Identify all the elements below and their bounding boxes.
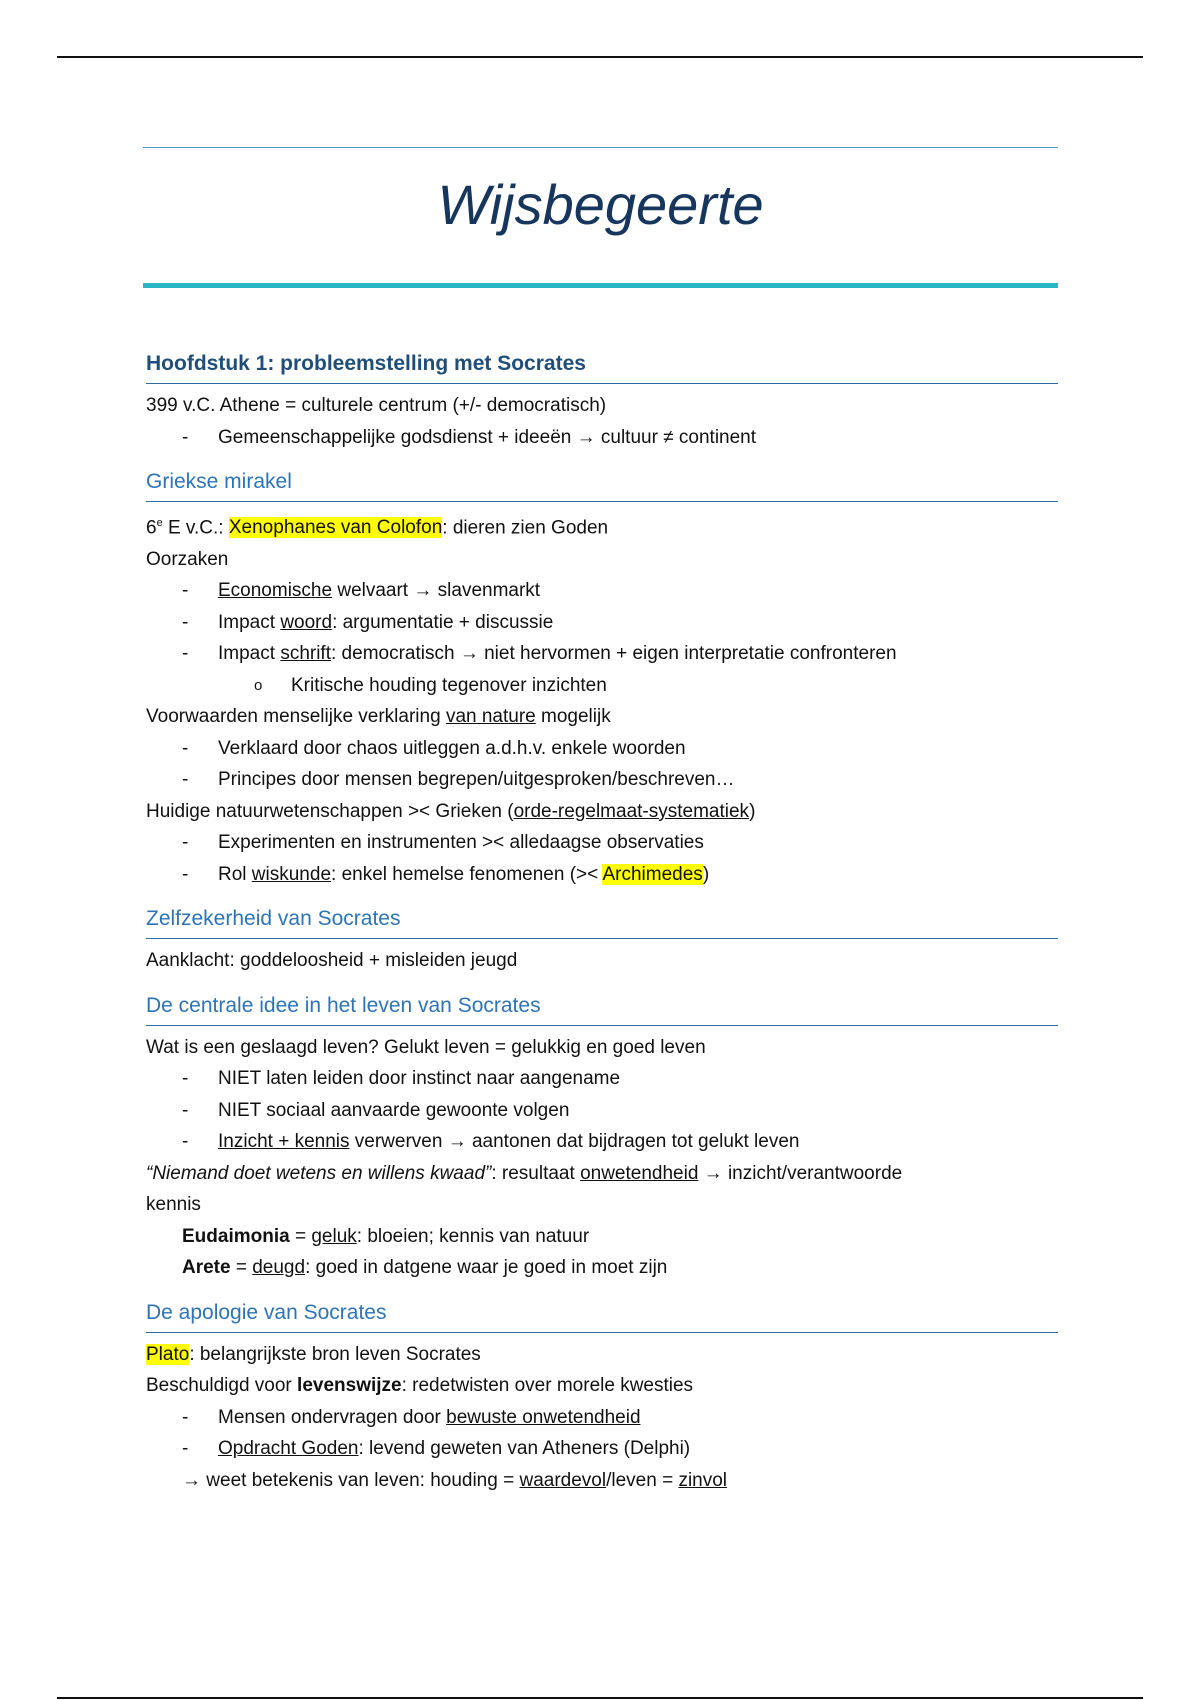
highlight: Plato <box>146 1343 190 1365</box>
list-item: - NIET laten leiden door instinct naar aangename <box>182 1068 621 1090</box>
text-line: kennis <box>146 1194 201 1216</box>
text-line: Voorwaarden menselijke verklaring van nature mogelijk <box>146 706 611 728</box>
section-heading-centrale-idee: De centrale idee in het leven van Socrates <box>146 989 1058 1026</box>
list-item: - Gemeenschappelijke godsdienst + ideeën → cultuur ≠ continent <box>146 422 1058 454</box>
section-heading-griekse-mirakel: Griekse mirakel <box>146 465 1058 502</box>
highlight: Archimedes <box>602 863 703 885</box>
intro-line: 399 v.C. Athene = culturele centrum (+/- democratisch) <box>146 395 607 416</box>
list-item: - Mensen ondervragen door bewuste onwetendheid <box>182 1406 641 1428</box>
title-top-rule <box>143 147 1058 148</box>
arrow-icon: → <box>459 643 479 665</box>
text-line: Oorzaken <box>146 548 229 570</box>
chapter-heading: Hoofdstuk 1: probleemstelling met Socrates <box>146 347 1058 384</box>
list-item: - Impact schrift: democratisch → niet hervormen + eigen interpretatie confronteren <box>182 643 897 665</box>
text-line: Beschuldigd voor levenswijze: redetwisten over morele kwesties <box>146 1375 694 1397</box>
list-item: - Economische welvaart → slavenmarkt <box>182 580 541 602</box>
text-line: 6e E v.C.: Xenophanes van Colofon: dieren zien Goden <box>146 517 609 539</box>
list-item: - Rol wiskunde: enkel hemelse fenomenen (>< Archimedes) <box>182 863 710 885</box>
definition-line: Eudaimonia = geluk: bloeien; kennis van natuur <box>182 1225 590 1247</box>
list-item: - Impact woord: argumentatie + discussie <box>182 611 554 633</box>
arrow-icon: → <box>703 1162 723 1184</box>
text-line: “Niemand doet wetens en willens kwaad”: resultaat onwetendheid → inzicht/verantwoorde <box>146 1162 903 1184</box>
text-line: Aanklacht: goddeloosheid + misleiden jeugd <box>146 950 518 972</box>
page-top-rule <box>57 56 1143 58</box>
conclusion-line: → weet betekenis van leven: houding = waardevol/leven = zinvol <box>182 1469 728 1491</box>
list-item: - Opdracht Goden: levend geweten van Atheners (Delphi) <box>182 1438 691 1460</box>
arrow-icon: → <box>182 1469 201 1491</box>
list-item: - Principes door mensen begrepen/uitgesproken/beschreven… <box>182 769 735 791</box>
section-heading-apologie: De apologie van Socrates <box>146 1296 1058 1333</box>
page-bottom-rule <box>57 1697 1143 1699</box>
arrow-icon: → <box>413 580 433 602</box>
text-line: Wat is een geslaagd leven? Gelukt leven = gelukkig en goed leven <box>146 1036 706 1058</box>
list-item: - Experimenten en instrumenten >< alledaagse observaties <box>182 832 704 854</box>
arrow-icon: → <box>447 1131 467 1153</box>
list-item: - Verklaard door chaos uitleggen a.d.h.v. enkele woorden <box>182 737 686 759</box>
highlight: Xenophanes van Colofon <box>228 517 443 539</box>
text-line: Huidige natuurwetenschappen >< Grieken (orde-regelmaat-systematiek) <box>146 800 756 822</box>
list-item: - NIET sociaal aanvaarde gewoonte volgen <box>182 1099 570 1121</box>
document-title: Wijsbegeerte <box>437 173 764 236</box>
section-heading-zelfzekerheid: Zelfzekerheid van Socrates <box>146 902 1058 939</box>
definition-line: Arete = deugd: goed in datgene waar je goed in moet zijn <box>182 1257 668 1279</box>
circle-bullet-icon: o <box>254 676 263 694</box>
bullet-dash: - <box>182 426 189 448</box>
list-item: - Inzicht + kennis verwerven → aantonen dat bijdragen tot gelukt leven <box>182 1131 800 1153</box>
sub-list-item: o Kritische houding tegenover inzichten <box>146 670 1058 702</box>
document-body <box>146 347 1058 1496</box>
title-bottom-rule <box>143 283 1058 288</box>
arrow-icon: → <box>576 426 596 448</box>
text-line: Plato: belangrijkste bron leven Socrates <box>146 1343 481 1365</box>
